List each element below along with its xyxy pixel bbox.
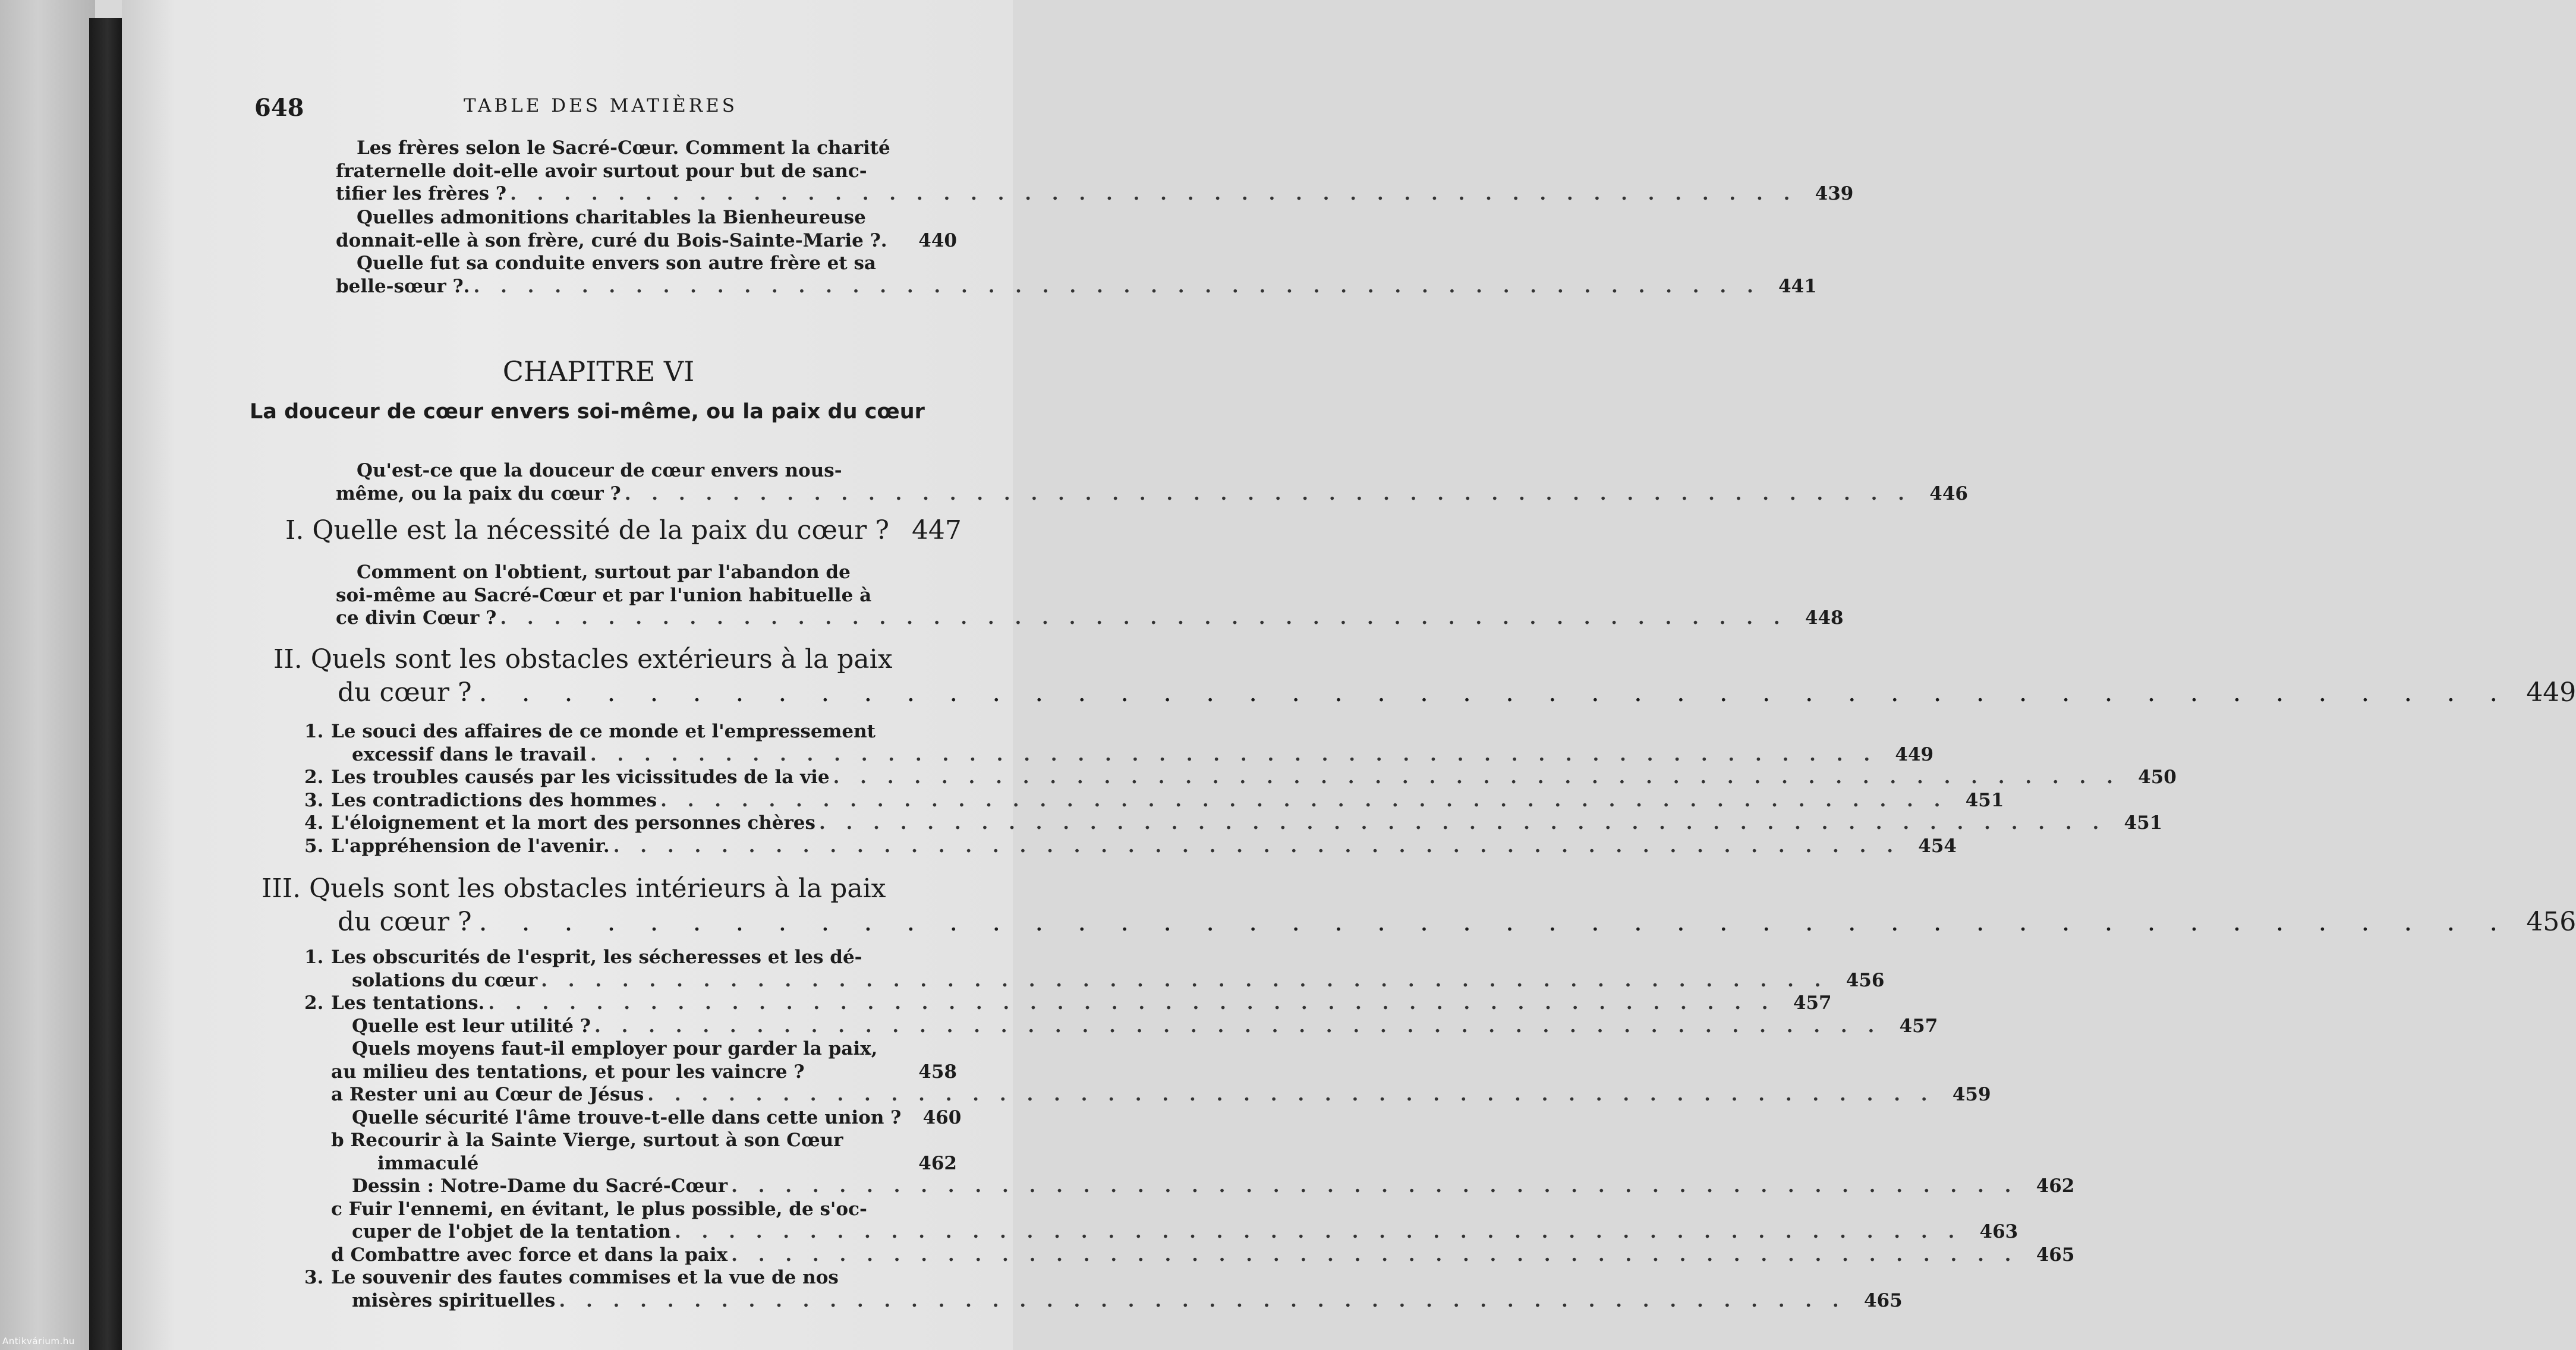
- page-ref: 446: [1929, 482, 1968, 504]
- page-ref: 457: [1899, 1015, 1938, 1037]
- page-ref: 451: [1965, 789, 2004, 811]
- page-ref: 456: [1846, 969, 1885, 991]
- section-heading: III. Quels sont les obstacles intérieurs à la paix du cœur ? . . . . . . . . . . . . . . . . . . . . . . . . . . . . . . . . . . . . . . . . . . . . . . . . 456: [262, 872, 957, 939]
- running-title: TABLE DES MATIÈRES: [464, 95, 738, 116]
- book-spine: [89, 18, 126, 1350]
- page-ref: 456: [2526, 907, 2576, 937]
- toc-entry: Quelles admonitions charitables la Bienheureuse donnait-elle à son frère, curé du Bois-Sainte-Marie ?. 440: [336, 207, 957, 251]
- page-ref: 439: [1815, 183, 1854, 204]
- chapter-title: CHAPITRE VI: [502, 355, 695, 387]
- page-ref: 460: [922, 1106, 962, 1128]
- page-ref: 450: [2138, 767, 2177, 788]
- toc-list: 1. Les obscurités de l'esprit, les sécheresses et les dé- solations du cœur . . . . . . . . . . . . . . . . . . . . . . . . . . . . . . . . . . . . . . . . . . . . . . . . 456 2. Les tentations. . . . . . . . . . . . . . . . . . . . . . . . . . . . . . . . . . . . . . . . . . . . . . . . . 457 Quelle est leur utilité ? . . . . . . . . . . . . . . . . . . . . . . . . . . . . . . . . . . . . . . . . . . . . . . . . 457 Quels moyens faut-il employer pour garder la paix, au milieu des tentations, et pour les vaincre ? 458 a Rester uni au Cœur de Jésus . . . . . . . . . . . . . . . . . . . . . . . . . . . . . . . . . . . . . . . . . . . . . . . . 459 Quelle sécurité l'âme trouve-t-elle dans cette union ? 460 b Recourir à la Sainte Vierge, surtout à son Cœur immaculé 462 Dessin : Notre-Dame du Sacré-Cœur . . . . . . . . . . . . . . . . . . . . . . . . . . . . . . . . . . . . . . . . . . . . . . . . 462 c Fuir l'ennemi, en évitant, le plus possible, de s'oc- cuper de l'objet de la tentation . . . . . . . . . . . . . . . . . . . . . . . . . . . . . . . . . . . . . . . . . . . . . . . . 463 d Combattre avec force et dans la paix . . . . . . . . . . . . . . . . . . . . . . . . . . . . . . . . . . . . . . . . . . . . . . . . 465 3. Le souvenir des fautes commises et la vue de nos misères spirituelles . . . . . . . . . . . . . . . . . . . . . . . . . . . . . . . . . . . . . . . . . . . . . . . . 465: [304, 947, 2075, 1311]
- background-surface: [0, 0, 95, 1350]
- page-ref: 447: [911, 515, 962, 545]
- section-heading: I. Quelle est la nécessité de la paix du cœur ? 447: [285, 514, 957, 547]
- page-ref: 451: [2124, 812, 2163, 834]
- page-ref: 457: [1793, 992, 1832, 1014]
- page-ref: 462: [2036, 1175, 2075, 1197]
- page-ref: 449: [1895, 743, 1934, 765]
- page-ref: 454: [1918, 835, 1957, 857]
- toc-entry: Quelle fut sa conduite envers son autre frère et sa belle-sœur ?. . . . . . . . . . . . . . . . . . . . . . . . . . . . . . . . . . . . . . . . . . . . . . . . . 441: [336, 253, 1817, 297]
- page-ref: 462: [918, 1152, 957, 1174]
- page-ref: 465: [1863, 1289, 1903, 1311]
- watermark: Antikvárium.hu: [2, 1336, 75, 1346]
- page-ref: 458: [918, 1061, 957, 1083]
- page-ref: 441: [1778, 275, 1817, 297]
- toc-entry: Comment on l'obtient, surtout par l'abandon de soi-même au Sacré-Cœur et par l'union habituelle à ce divin Cœur ? . . . . . . . . . . . . . . . . . . . . . . . . . . . . . . . . . . . . . . . . . . . . . . . . 448: [336, 562, 1844, 629]
- page-ref: 459: [1952, 1084, 1991, 1105]
- page-number: 648: [254, 94, 304, 122]
- page-ref: 463: [1979, 1221, 2018, 1242]
- toc-entry: Qu'est-ce que la douceur de cœur envers nous- même, ou la paix du cœur ? . . . . . . . . . . . . . . . . . . . . . . . . . . . . . . . . . . . . . . . . . . . . . . . . 446: [336, 460, 1968, 504]
- chapter-subtitle: La douceur de cœur envers soi-même, ou la paix du cœur: [250, 400, 925, 424]
- page-ref: 449: [2526, 677, 2576, 708]
- page-ref: 465: [2036, 1244, 2075, 1266]
- toc-entry: Les frères selon le Sacré-Cœur. Comment la charité fraternelle doit-elle avoir surtout pour but de sanc- tifier les frères ? . . . . . . . . . . . . . . . . . . . . . . . . . . . . . . . . . . . . . . . . . . . . . . . . 439: [336, 137, 1854, 204]
- page-ref: 448: [1805, 607, 1844, 629]
- section-heading: II. Quels sont les obstacles extérieurs à la paix du cœur ? . . . . . . . . . . . . . . . . . . . . . . . . . . . . . . . . . . . . . . . . . . . . . . . . 449: [273, 643, 957, 709]
- page-ref: 440: [918, 229, 957, 251]
- toc-list: 1. Le souci des affaires de ce monde et l'empressement excessif dans le travail . . . . . . . . . . . . . . . . . . . . . . . . . . . . . . . . . . . . . . . . . . . . . . . . 449 2. Les troubles causés par les vicissitudes de la vie . . . . . . . . . . . . . . . . . . . . . . . . . . . . . . . . . . . . . . . . . . . . . . . . 450 3. Les contradictions des hommes . . . . . . . . . . . . . . . . . . . . . . . . . . . . . . . . . . . . . . . . . . . . . . . . 451 4. L'éloignement et la mort des personnes chères . . . . . . . . . . . . . . . . . . . . . . . . . . . . . . . . . . . . . . . . . . . . . . . . 451 5. L'appréhension de l'avenir. . . . . . . . . . . . . . . . . . . . . . . . . . . . . . . . . . . . . . . . . . . . . . . . . 454: [304, 721, 2177, 857]
